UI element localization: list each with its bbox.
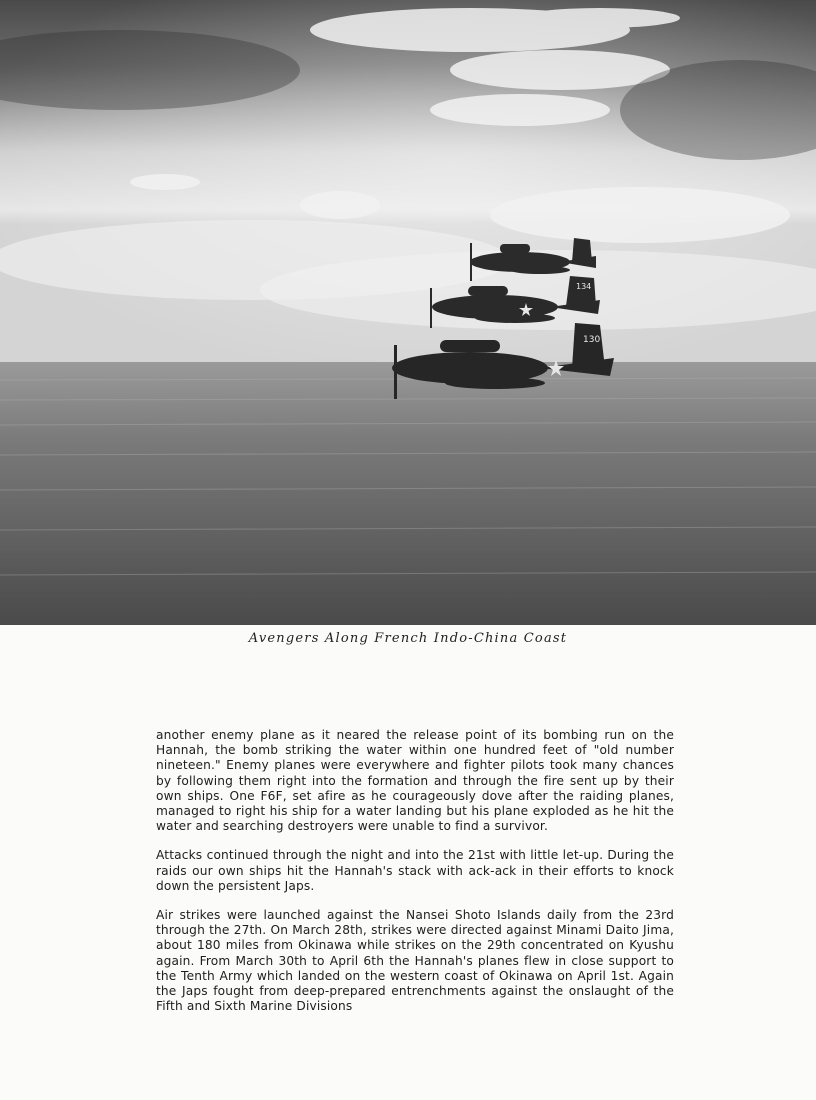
article-body: [156, 728, 674, 1028]
marking-134: [576, 282, 591, 291]
svg-text:134: 134: [576, 282, 592, 291]
svg-text:130: 130: [583, 335, 601, 345]
paragraph: Attacks continued through the night and into the 21st with little let-up. During the raids our own ships hit the Hannah's stack with ack-ack in their efforts to knock down the persistent Japs.: [156, 848, 674, 893]
photo-caption: Avengers Along French Indo-China Coast: [248, 631, 568, 646]
paragraph: Air strikes were launched against the Nansei Shoto Islands daily from the 23rd through the 27th. On March 28th, strikes were directed against Minami Daito Jima, about 180 miles from Okinawa while strikes on the 29th concentrated on Kyushu again. From March 30th to April 6th the Hannah's planes flew in close support to the Tenth Army which landed on the western coast of Okinawa on April 1st. Again the Japs fought from deep-prepared entrenchments against the onslaught of the Fifth and Sixth Marine Divisions: [156, 908, 674, 1014]
marking-130: [583, 335, 600, 345]
paragraph: another enemy plane as it neared the release point of its bombing run on the Hannah, the bomb striking the water within one hundred feet of "old number nineteen." Enemy planes were everywhere and fighter pilots took many chances by following them right into the formation and through the fire sent up by their own ships. One F6F, set afire as he courageously dove after the raiding planes, managed to right his ship for a water landing but his plane exploded as he hit the water and searching destroyers were unable to find a survivor.: [156, 728, 674, 834]
sea: [0, 362, 816, 625]
